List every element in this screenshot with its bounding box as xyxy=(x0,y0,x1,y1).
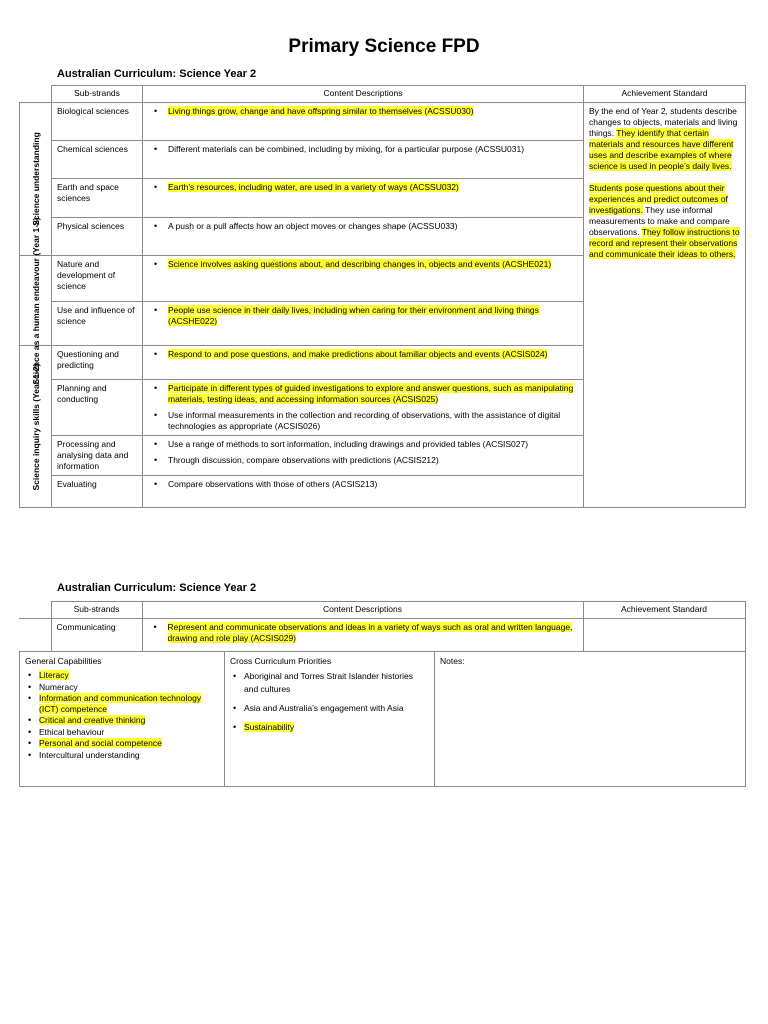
achievement-text: By the end of Year 2, students describe changes to objects, materials and living things. xyxy=(589,106,738,138)
content-item-text: Different materials can be combined, including by mixing, for a particular purpose (ACSSU031) xyxy=(168,144,525,154)
substrand-cell: Communicating xyxy=(51,619,142,652)
content-cell xyxy=(143,476,584,508)
header-substrands: Sub-strands xyxy=(52,86,143,103)
page-title: Primary Science FPD xyxy=(288,36,480,57)
substrand-cell: Nature and development of science xyxy=(52,256,143,302)
list-item xyxy=(148,221,578,232)
substrand-cell: Evaluating xyxy=(52,476,143,508)
achievement-text-highlight: Students pose questions about their experiences and predict outcomes of investigations. xyxy=(589,183,728,215)
list-item xyxy=(230,702,429,715)
achievement-text-highlight: They follow instructions to record and represent their observations and communicate their ideas to others. xyxy=(589,227,740,259)
list-item xyxy=(148,622,578,644)
substrand-cell: Use and influence of science xyxy=(52,302,143,346)
list-item xyxy=(148,479,578,490)
achievement-text-highlight: They identify that certain materials and resources have different uses and describe examples of where science is used in people’s daily lives. xyxy=(589,128,734,171)
cross-curriculum-cell xyxy=(225,652,435,787)
content-item-text: Respond to and pose questions, and make predictions about familiar objects and events (ACSIS024) xyxy=(168,349,548,359)
content-item-text: Science involves asking questions about, and describing changes in, objects and events (ACSHE021) xyxy=(168,259,552,269)
content-item-text: Use a range of methods to sort information, including drawings and provided tables (ACSIS027) xyxy=(168,439,529,449)
content-item-text: Participate in different types of guided investigations to explore and answer questions, such as manipulating materials, testing ideas, and accessing information sources (ACSIS025) xyxy=(168,383,574,404)
capabilities-row xyxy=(20,652,746,787)
list-item-text: Information and communication technology (ICT) competence xyxy=(39,693,202,714)
achievement-text: They use informal measurements to make and compare observations. xyxy=(589,205,730,237)
table-header-row xyxy=(19,602,745,619)
section1-heading: Australian Curriculum: Science Year 2 xyxy=(57,68,257,80)
content-item-text: A push or a pull affects how an object moves or changes shape (ACSSU033) xyxy=(168,221,458,231)
list-item xyxy=(25,715,219,726)
content-item-text: Through discussion, compare observations with predictions (ACSIS212) xyxy=(168,455,439,465)
header-substrands: Sub-strands xyxy=(51,602,142,619)
content-cell xyxy=(143,380,584,436)
list-item xyxy=(148,383,578,405)
table-row xyxy=(19,619,745,652)
general-capabilities-list xyxy=(25,670,219,760)
group-label: Science inquiry skills (Year 1-2) xyxy=(30,362,41,491)
list-item xyxy=(148,410,578,432)
header-achievement: Achievement Standard xyxy=(584,86,746,103)
header-content: Content Descriptions xyxy=(142,602,583,619)
capabilities-table xyxy=(19,651,746,787)
list-item xyxy=(230,721,429,734)
content-cell xyxy=(143,179,584,218)
list-item xyxy=(148,144,578,155)
substrand-cell: Chemical sciences xyxy=(52,141,143,179)
content-cell xyxy=(143,218,584,256)
list-item xyxy=(148,439,578,450)
list-item-text: Literacy xyxy=(39,670,69,680)
substrand-cell: Planning and conducting xyxy=(52,380,143,436)
notes-cell xyxy=(435,652,746,787)
cross-curriculum-heading: Cross Curriculum Priorities xyxy=(230,656,332,666)
list-item-text: Critical and creative thinking xyxy=(39,715,146,725)
content-item-text: Use informal measurements in the collection and recording of observations, with the assistance of digital technologies as appropriate (ACSIS026) xyxy=(168,410,561,431)
content-cell xyxy=(143,346,584,380)
list-item-text: Intercultural understanding xyxy=(39,749,140,760)
list-item xyxy=(148,349,578,360)
content-cell xyxy=(143,103,584,141)
content-item-text: Represent and communicate observations and ideas in a variety of ways such as oral and written language, drawing and role play (ACSIS029) xyxy=(167,622,573,643)
substrand-cell: Processing and analysing data and information xyxy=(52,436,143,476)
list-item xyxy=(25,738,219,749)
list-item xyxy=(230,670,429,696)
list-item xyxy=(148,305,578,327)
cross-curriculum-list xyxy=(230,670,429,734)
list-item xyxy=(148,106,578,117)
header-achievement: Achievement Standard xyxy=(583,602,745,619)
notes-heading: Notes: xyxy=(440,656,465,666)
list-item xyxy=(25,750,219,761)
group-cell xyxy=(19,619,51,652)
list-item xyxy=(148,259,578,270)
list-item xyxy=(148,455,578,466)
substrand-cell: Biological sciences xyxy=(52,103,143,141)
content-item-text: Earth’s resources, including water, are used in a variety of ways (ACSSU032) xyxy=(168,182,459,192)
communicating-table xyxy=(19,601,746,652)
section2-heading: Australian Curriculum: Science Year 2 xyxy=(57,582,257,594)
content-item-text: Compare observations with those of others (ACSIS213) xyxy=(168,479,378,489)
table-row xyxy=(20,103,746,141)
general-capabilities-heading: General Capabilities xyxy=(25,656,102,666)
header-empty-cell xyxy=(20,86,52,103)
content-cell xyxy=(143,436,584,476)
list-item-text: Ethical behaviour xyxy=(39,726,105,737)
table-header-row xyxy=(20,86,746,103)
list-item-text: Personal and social competence xyxy=(39,738,162,748)
header-content: Content Descriptions xyxy=(143,86,584,103)
list-item-text: Asia and Australia’s engagement with Asia xyxy=(244,703,404,713)
group-label: Science as a human endeavour (Year 1-2) xyxy=(30,216,41,385)
list-item xyxy=(148,182,578,193)
list-item xyxy=(25,670,219,681)
substrand-cell: Questioning and predicting xyxy=(52,346,143,380)
group-label-cell xyxy=(20,346,52,508)
achievement-standard-cell xyxy=(584,103,746,508)
list-item-text: Aboriginal and Torres Strait Islander histories and cultures xyxy=(244,671,413,694)
content-cell xyxy=(143,302,584,346)
list-item xyxy=(25,682,219,693)
group-label-cell xyxy=(20,216,52,385)
content-cell xyxy=(143,256,584,302)
substrand-cell: Physical sciences xyxy=(52,218,143,256)
list-item-text: Numeracy xyxy=(39,681,78,692)
list-item-text: Sustainability xyxy=(244,722,295,732)
content-item-text: Living things grow, change and have offspring similar to themselves (ACSSU030) xyxy=(168,106,474,116)
header-empty-cell xyxy=(19,602,51,619)
content-cell xyxy=(143,141,584,179)
content-item-text: People use science in their daily lives, including when caring for their environment and living things (ACSHE022) xyxy=(168,305,539,326)
list-item xyxy=(25,727,219,738)
achievement-cell xyxy=(583,619,745,652)
curriculum-table xyxy=(19,85,746,508)
list-item xyxy=(25,693,219,714)
substrand-cell: Earth and space sciences xyxy=(52,179,143,218)
general-capabilities-cell xyxy=(20,652,225,787)
group-label: Science understanding xyxy=(30,132,41,226)
content-cell xyxy=(142,619,583,652)
